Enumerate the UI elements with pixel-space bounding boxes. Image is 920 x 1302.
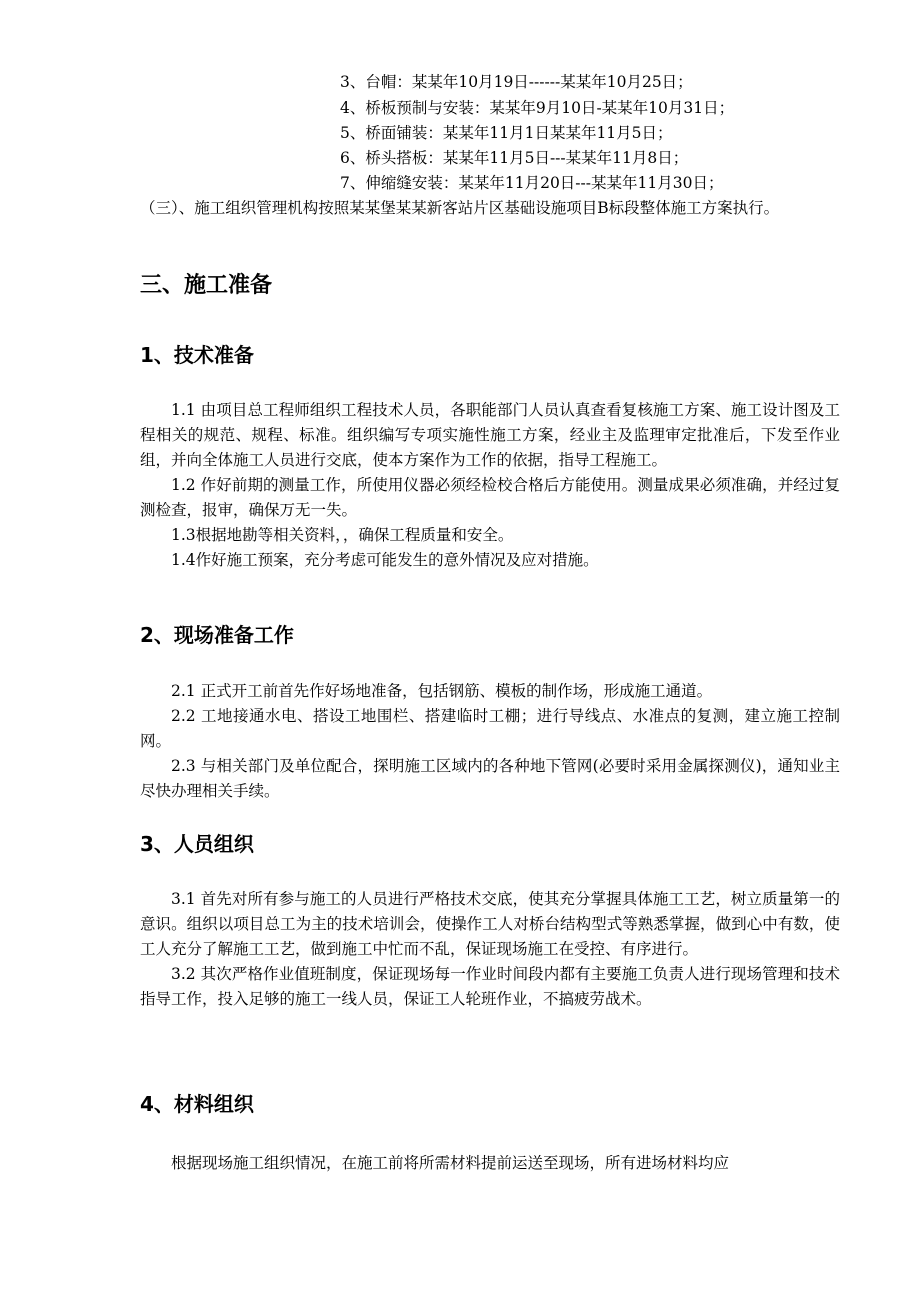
subsection-body-site — [140, 679, 840, 804]
paragraph-1-3: 1.3根据地勘等相关资料，，确保工程质量和安全。 — [171, 526, 514, 544]
paragraph-1-1: 1.1 由项目总工程师组织工程技术人员，各职能部门人员认真查看复核施工方案、施工设计图及工程相关的规范、规程、标准。组织编写专项实施性施工方案，经业主及监理审定批准后，下发至作业组，并向全体施工人员进行交底，使本方案作为工作的依据，指导工程施工。 — [140, 401, 840, 469]
paragraph-4-1: 根据现场施工组织情况，在施工前将所需材料提前运送至现场，所有进场材料均应 — [171, 1154, 730, 1172]
paragraph-3-2: 3.2 其次严格作业值班制度，保证现场每一作业时间段内都有主要施工负责人进行现场管理和技术指导工作，投入足够的施工一线人员，保证工人轮班作业，不搞疲劳战术。 — [140, 965, 840, 1008]
subsection-title-materials: 4、材料组织 — [140, 1092, 254, 1116]
subsection-body-tech — [140, 398, 840, 573]
subsection-title-tech: 1、技术准备 — [140, 343, 254, 367]
schedule-item-6: 6、桥头搭板：某某年11月5日---某某年11月8日； — [340, 149, 689, 167]
subsection-body-staff — [140, 887, 840, 1012]
paragraph-2-1: 2.1 正式开工前首先作好场地准备，包括钢筋、模板的制作场，形成施工通道。 — [171, 682, 713, 700]
paragraph-2-3: 2.3 与相关部门及单位配合，探明施工区域内的各种地下管网(必要时采用金属探测仪)，通知业主尽快办理相关手续。 — [140, 757, 840, 800]
org-note: （三）、施工组织管理机构按照某某堡某某新客站片区基础设施项目B标段整体施工方案执行。 — [140, 199, 780, 217]
schedule-item-4: 4、桥板预制与安装：某某年9月10日-某某年10月31日； — [340, 99, 735, 117]
subsection-title-site: 2、现场准备工作 — [140, 623, 294, 647]
paragraph-3-1: 3.1 首先对所有参与施工的人员进行严格技术交底，使其充分掌握具体施工工艺，树立质量第一的意识。组织以项目总工为主的技术培训会，使操作工人对桥台结构型式等熟悉掌握，做到心中有数，使工人充分了解施工工艺，做到施工中忙而不乱，保证现场施工在受控、有序进行。 — [140, 890, 840, 958]
schedule-item-5: 5、桥面铺装：某某年11月1日某某年11月5日； — [340, 124, 673, 142]
subsection-body-materials — [140, 1151, 840, 1176]
paragraph-1-4: 1.4作好施工预案，充分考虑可能发生的意外情况及应对措施。 — [171, 551, 599, 569]
paragraph-1-2: 1.2 作好前期的测量工作，所使用仪器必须经检校合格后方能使用。测量成果必须准确，并经过复测检查，报审，确保万无一失。 — [140, 476, 840, 519]
subsection-title-staff: 3、人员组织 — [140, 832, 254, 856]
schedule-item-7: 7、伸缩缝安装：某某年11月20日---某某年11月30日； — [340, 174, 724, 192]
section-title: 三、施工准备 — [140, 273, 273, 298]
paragraph-2-2: 2.2 工地接通水电、搭设工地围栏、搭建临时工棚；进行导线点、水准点的复测，建立施工控制网。 — [140, 707, 840, 750]
schedule-item-3: 3、台帽：某某年10月19日------某某年10月25日； — [340, 73, 693, 91]
